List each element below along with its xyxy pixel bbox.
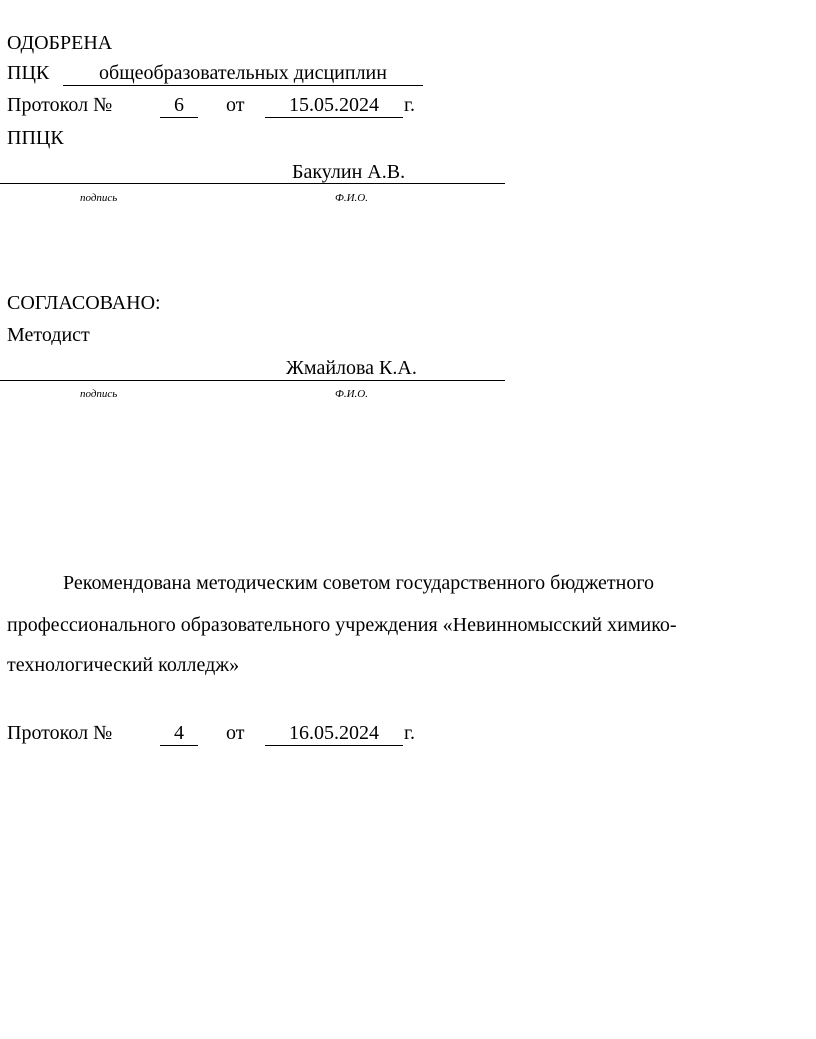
agreement-name-caption: Ф.И.О. (335, 388, 368, 400)
chair-signature-caption: подпись (80, 192, 118, 204)
agreement-signature-caption: подпись (80, 388, 118, 400)
agreement-heading: СОГЛАСОВАНО: (7, 292, 161, 314)
chair-name-caption: Ф.И.О. (335, 192, 368, 204)
agreement-role: Методист (7, 324, 90, 346)
recommendation-from-label: от (226, 722, 245, 744)
approval-year-suffix: г. (404, 94, 415, 116)
recommendation-protocol-date: 16.05.2024 (265, 723, 403, 746)
committee-name: общеобразовательных дисциплин (63, 63, 423, 86)
approval-protocol-date: 15.05.2024 (265, 95, 403, 118)
recommendation-line-3: технологический колледж» (7, 654, 240, 676)
approval-heading: ОДОБРЕНА (7, 32, 113, 54)
committee-prefix: ПЦК (7, 62, 50, 84)
chair-signature-line (0, 183, 505, 184)
chair-label: ППЦК (7, 127, 64, 149)
agreement-person-name: Жмайлова К.А. (286, 357, 417, 379)
recommendation-protocol-label: Протокол № (7, 722, 113, 744)
recommendation-year-suffix: г. (404, 722, 415, 744)
approval-protocol-number: 6 (160, 95, 198, 118)
agreement-signature-line (0, 380, 505, 381)
approval-from-label: от (226, 94, 245, 116)
recommendation-protocol-number: 4 (160, 723, 198, 746)
chair-name: Бакулин А.В. (292, 161, 406, 183)
recommendation-line-1: Рекомендована методическим советом государственного бюджетного (63, 572, 655, 594)
recommendation-line-2: профессионального образовательного учреждения «Невинномысский химико- (7, 614, 677, 636)
approval-protocol-label: Протокол № (7, 94, 113, 116)
